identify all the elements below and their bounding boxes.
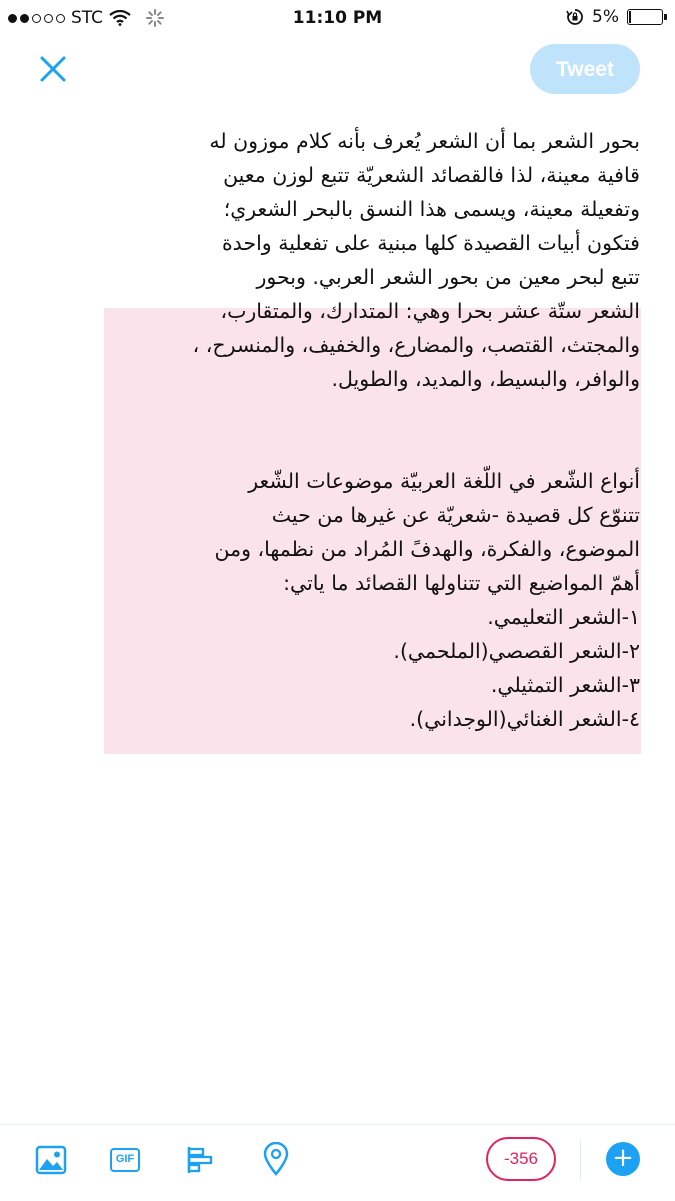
paragraph-1 xyxy=(40,124,640,396)
text-line: تتبع لبحر معين من بحور الشعر العربي. وبحور xyxy=(256,265,640,289)
text-line: الشعر ستّة عشر بحرا وهي: المتدارك، والمتقارب، xyxy=(220,299,640,323)
text-line: والوافر، والبسيط، والمديد، والطويل. xyxy=(331,367,640,391)
location-icon[interactable] xyxy=(259,1142,293,1176)
text-line: بحور الشعر بما أن الشعر يُعرف بأنه كلام موزون له xyxy=(209,129,640,153)
text-line: ٤-الشعر الغنائي(الوجداني). xyxy=(409,707,640,731)
text-line: قافية معينة، لذا فالقصائد الشعريّة تتبع لوزن معين xyxy=(223,163,640,187)
status-time: 11:10 PM xyxy=(292,8,383,28)
carrier-name: STC xyxy=(71,8,104,28)
poll-icon[interactable] xyxy=(184,1143,218,1177)
toolbar-divider xyxy=(580,1140,581,1180)
status-right xyxy=(566,7,663,27)
gif-label: GIF xyxy=(110,1148,140,1172)
character-counter: -356 xyxy=(486,1137,556,1181)
image-icon[interactable] xyxy=(34,1143,68,1177)
add-tweet-button[interactable]: + xyxy=(606,1142,640,1176)
text-line: ٣-الشعر التمثيلي. xyxy=(490,673,640,697)
status-bar xyxy=(0,0,675,36)
compose-toolbar xyxy=(0,1124,675,1201)
text-line: والمجتث، القتصب، والمضارع، والخفيف، والمنسرح، ، xyxy=(192,333,640,357)
gif-icon[interactable] xyxy=(108,1143,142,1177)
text-line: فتكون أبيات القصيدة كلها مبنية على تفعلية واحدة xyxy=(221,231,640,255)
text-line: أهمّ المواضيع التي تتناولها القصائد ما ياتي: xyxy=(283,571,640,595)
text-line: وتفعيلة معينة، ويسمى هذا النسق بالبحر الشعري؛ xyxy=(223,197,640,221)
tweet-button[interactable]: Tweet xyxy=(530,44,640,94)
battery-icon xyxy=(627,9,663,25)
text-line: الموضوع، والفكرة، والهدفً المُراد من نظمها، ومن xyxy=(214,537,640,561)
text-line: تتنوّع كل قصيدة -شعريّة عن غيرها من حيث xyxy=(271,503,640,527)
orientation-lock-icon xyxy=(566,8,584,26)
text-line: ١-الشعر التعليمي. xyxy=(487,605,640,629)
text-line: أنواع الشّعر في اللّغة العربيّة موضوعات الشّعر xyxy=(248,469,640,493)
close-icon[interactable] xyxy=(34,50,72,88)
text-line: ٢-الشعر القصصي(الملحمي). xyxy=(393,639,640,663)
paragraph-2 xyxy=(40,464,640,736)
battery-percent: 5% xyxy=(592,7,619,27)
